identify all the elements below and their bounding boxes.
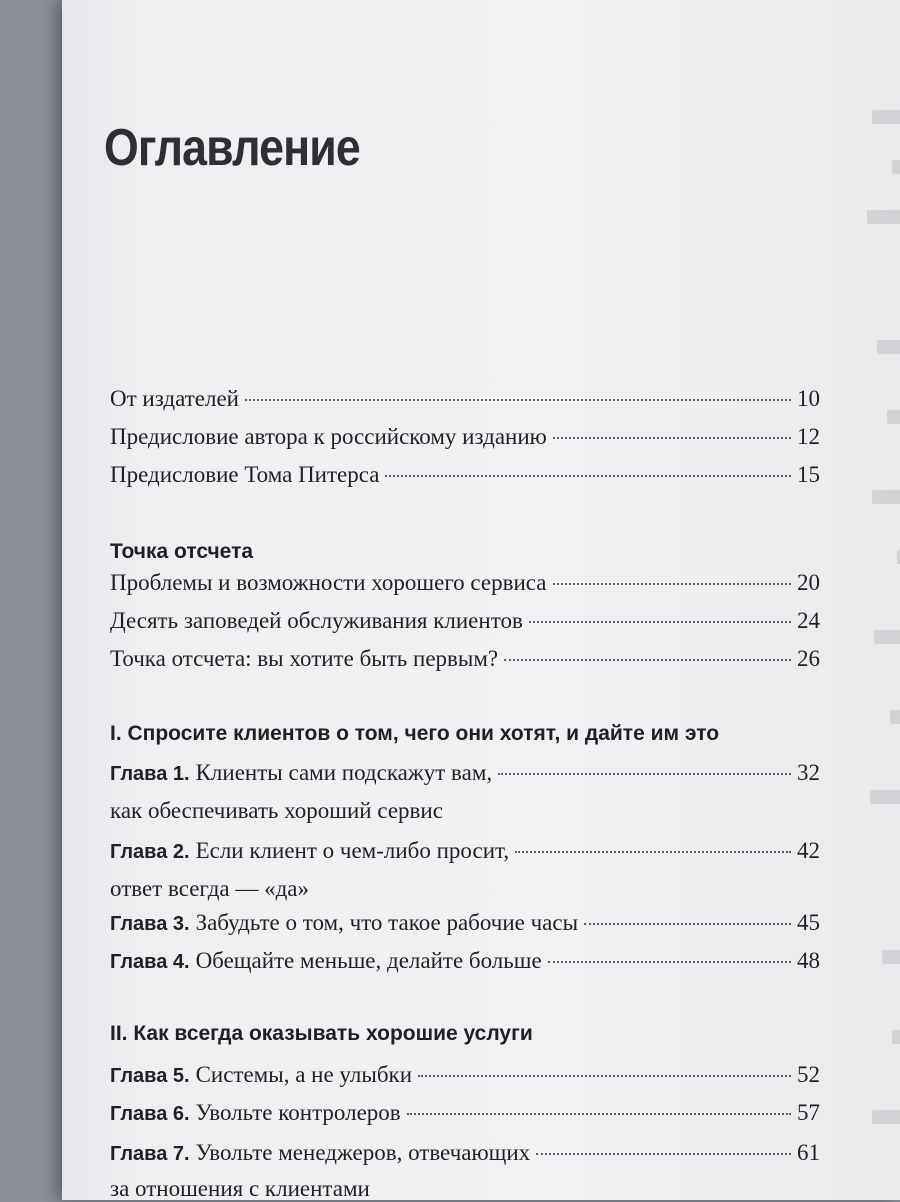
toc-page-number: 52 <box>797 1062 820 1087</box>
toc-entry-label: Десять заповедей обслуживания клиентов <box>110 608 523 633</box>
leader-dots <box>529 621 791 623</box>
toc-page-number: 61 <box>797 1140 820 1165</box>
toc-entry-peters-preface[interactable] <box>110 462 820 498</box>
toc-entry-chapter-3[interactable] <box>110 910 820 946</box>
toc-entry-chapter-4[interactable] <box>110 948 820 984</box>
chapter-prefix: Глава 1. <box>110 763 190 785</box>
leader-dots <box>548 961 791 963</box>
leader-dots <box>536 1153 791 1155</box>
leader-dots <box>418 1075 791 1077</box>
leader-dots <box>515 851 791 853</box>
toc-entry-publishers[interactable] <box>110 386 820 422</box>
toc-entry-label: Предисловие Тома Питерса <box>110 462 380 487</box>
chapter-prefix: Глава 4. <box>110 951 190 973</box>
toc-page-number: 32 <box>797 760 820 785</box>
toc-page-number: 20 <box>797 570 820 595</box>
section-heading-part-2: II. Как всегда оказывать хорошие услуги <box>110 1022 533 1045</box>
chapter-prefix: Глава 3. <box>110 913 190 935</box>
toc-entry-continuation: за отношения с клиентами <box>110 1176 370 1201</box>
toc-entry-label: Системы, а не улыбки <box>195 1062 413 1087</box>
leader-dots <box>504 659 791 661</box>
toc-entry[interactable] <box>110 608 820 644</box>
chapter-prefix: Глава 2. <box>110 841 190 863</box>
leader-dots <box>553 437 791 439</box>
toc-entry-continuation: ответ всегда — «да» <box>110 876 310 901</box>
toc-entry-chapter-2[interactable] <box>110 838 820 874</box>
toc-entry-label: Проблемы и возможности хорошего сервиса <box>110 570 547 595</box>
toc-page-number: 24 <box>797 608 820 633</box>
toc-page-number: 10 <box>797 386 820 411</box>
toc-entry-author-preface[interactable] <box>110 424 820 460</box>
leader-dots <box>245 399 791 401</box>
toc-page-number: 12 <box>797 424 820 449</box>
chapter-prefix: Глава 5. <box>110 1065 190 1087</box>
toc-page-number: 26 <box>797 646 820 671</box>
toc-entry-chapter-7[interactable] <box>110 1140 820 1176</box>
toc-page-number: 48 <box>797 948 820 973</box>
chapter-prefix: Глава 7. <box>110 1143 190 1165</box>
section-heading-part-1: I. Спросите клиентов о том, чего они хотят, и дайте им это <box>110 722 720 745</box>
toc-entry-chapter-6[interactable] <box>110 1100 820 1136</box>
toc-entry-chapter-1[interactable] <box>110 760 820 796</box>
toc-entry-label: Забудьте о том, что такое рабочие часы <box>195 910 579 935</box>
toc-entry-chapter-5[interactable] <box>110 1062 820 1098</box>
toc-entry[interactable] <box>110 570 820 606</box>
toc-entry-label: Увольте менеджеров, отвечающих <box>195 1140 531 1165</box>
page-title: Оглавление <box>104 119 360 177</box>
toc-entry-label: Точка отсчета: вы хотите быть первым? <box>110 646 499 671</box>
leader-dots <box>553 583 792 585</box>
toc-entry-label: Обещайте меньше, делайте больше <box>195 948 542 973</box>
toc-entry-label: Увольте контролеров <box>195 1100 401 1125</box>
toc-entry-label: Клиенты сами подскажут вам, <box>195 760 493 785</box>
toc-entry-label: Если клиент о чем-либо просит, <box>195 838 510 863</box>
show-through-text <box>862 110 900 1170</box>
toc-entry-continuation: как обеспечивать хороший сервис <box>110 798 443 823</box>
leader-dots <box>407 1113 791 1115</box>
section-heading-start: Точка отсчета <box>110 540 254 563</box>
toc-page-number: 45 <box>797 910 820 935</box>
leader-dots <box>385 475 791 477</box>
toc-page-number: 42 <box>797 838 820 863</box>
toc-entry-label: Предисловие автора к российскому изданию <box>110 424 547 449</box>
toc-entry[interactable] <box>110 646 820 682</box>
toc-page-number: 15 <box>797 462 820 487</box>
toc-page-number: 57 <box>797 1100 820 1125</box>
chapter-prefix: Глава 6. <box>110 1103 190 1125</box>
leader-dots <box>498 773 791 775</box>
leader-dots <box>584 923 791 925</box>
toc-entry-label: От издателей <box>110 386 239 411</box>
